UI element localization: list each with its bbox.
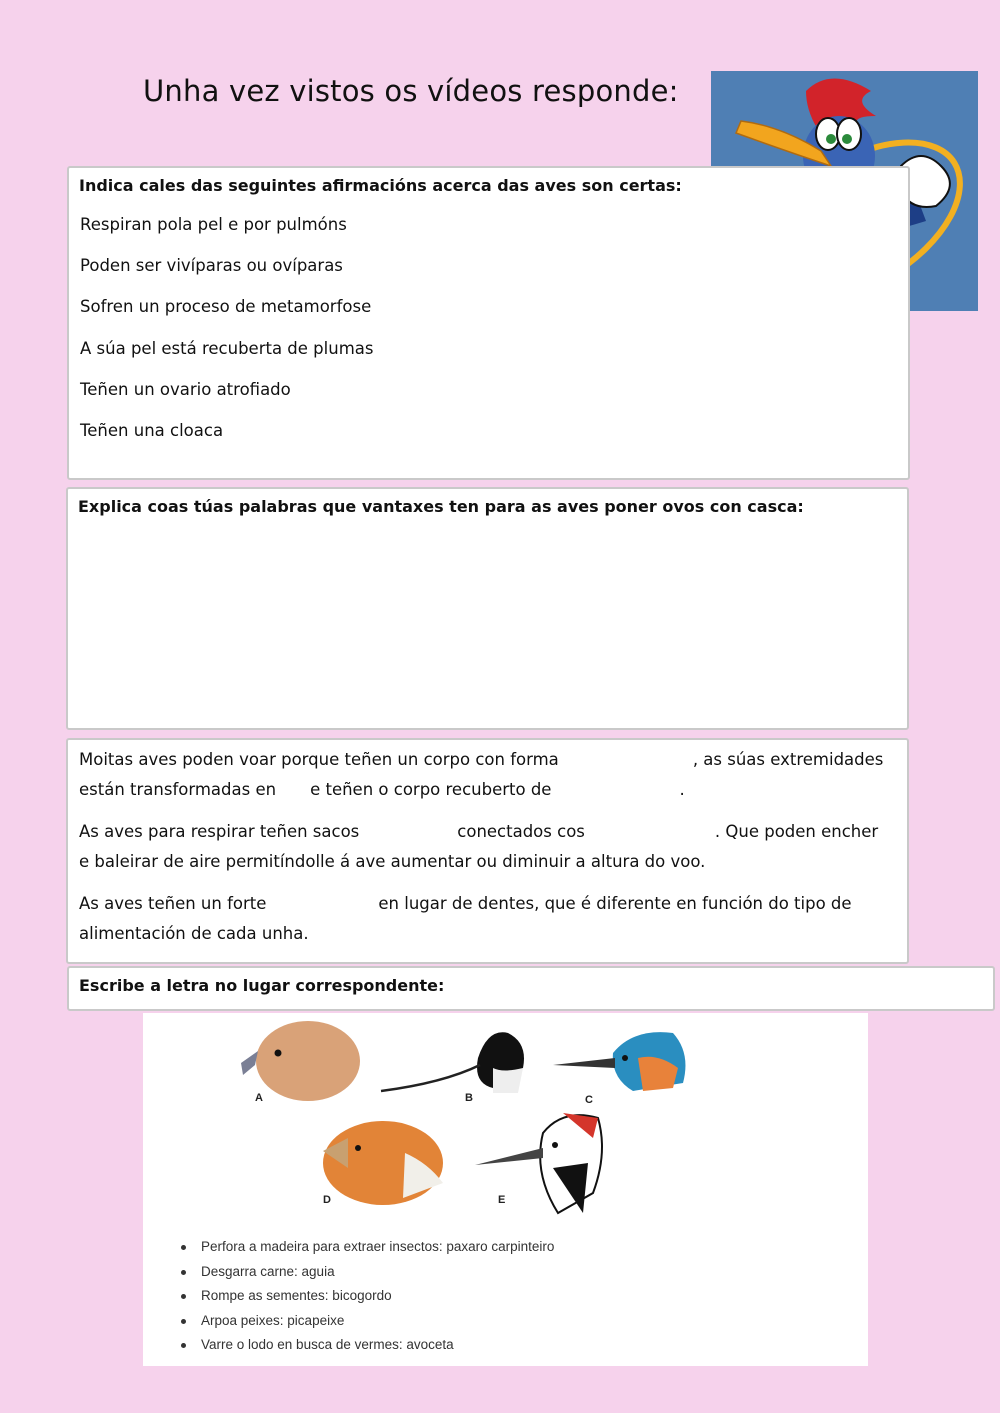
paragraph-text: , as súas extremidades (692, 750, 884, 769)
paragraph-text: conectados cos (457, 822, 585, 841)
explanation-box[interactable] (66, 487, 909, 730)
statement-item[interactable]: Poden ser vivíparas ou ovíparas (80, 256, 343, 276)
paragraph-breathing (79, 817, 899, 877)
paragraph-beak (79, 889, 899, 949)
paragraph-text: están transformadas en (79, 780, 277, 799)
beak-uses-list (181, 1235, 554, 1358)
section-heading: Escribe a letra no lugar correspondente: (79, 976, 445, 995)
statement-item[interactable]: A súa pel está recuberta de plumas (80, 338, 374, 358)
woodpecker-head-icon (475, 1113, 602, 1213)
paragraph-text: As aves teñen un forte (79, 894, 267, 913)
true-statements-box (67, 166, 910, 480)
avocet-head-icon (381, 1032, 524, 1093)
statement-list (80, 214, 373, 461)
eagle-head-icon (241, 1021, 360, 1101)
paragraph-text: Moitas aves poden voar porque teñen un corpo con forma (79, 750, 559, 769)
statement-item[interactable]: Sofren un proceso de metamorfose (80, 297, 372, 317)
bird-beaks-figure (143, 1013, 868, 1366)
paragraph-text: . Que poden encher (714, 822, 879, 841)
paragraph-text: As aves para respirar teñen sacos (79, 822, 360, 841)
beak-use-item: Rompe as sementes: bicogordo (181, 1284, 554, 1309)
paragraph-text: e teñen o corpo recuberto de (310, 780, 552, 799)
kingfisher-head-icon (553, 1032, 685, 1091)
bird-label: E (498, 1194, 506, 1206)
bird-label: C (585, 1094, 593, 1106)
section-heading: Indica cales das seguintes afirmacións acerca das aves son certas: (79, 176, 682, 195)
bird-label: A (255, 1092, 263, 1104)
bird-label: D (323, 1194, 331, 1206)
paragraph-text: . (679, 780, 685, 799)
paragraph-text: e baleirar de aire permitíndolle á ave aumentar ou diminuir a altura do voo. (79, 852, 706, 871)
bird-heads-illustration (143, 1013, 868, 1228)
beak-use-item: Desgarra carne: aguia (181, 1260, 554, 1285)
paragraph-text: en lugar de dentes, que é diferente en función do tipo de (378, 894, 852, 913)
matching-instruction-box (67, 966, 995, 1011)
bird-label: B (465, 1092, 473, 1104)
page-title: Unha vez vistos os vídeos responde: (143, 74, 679, 108)
fill-in-blanks-box (66, 738, 909, 964)
hawfinch-head-icon (323, 1121, 443, 1205)
statement-item[interactable]: Teñen un ovario atrofiado (80, 379, 291, 399)
statement-item[interactable]: Respiran pola pel e por pulmóns (80, 215, 347, 234)
beak-use-item: Varre o lodo en busca de vermes: avoceta (181, 1333, 554, 1358)
statement-item[interactable]: Teñen una cloaca (80, 420, 224, 440)
beak-use-item: Arpoa peixes: picapeixe (181, 1309, 554, 1334)
section-heading: Explica coas túas palabras que vantaxes ten para as aves poner ovos con casca: (78, 497, 804, 516)
beak-use-item: Perfora a madeira para extraer insectos: paxaro carpinteiro (181, 1235, 554, 1260)
paragraph-text: alimentación de cada unha. (79, 924, 309, 943)
paragraph-flight (79, 745, 899, 805)
